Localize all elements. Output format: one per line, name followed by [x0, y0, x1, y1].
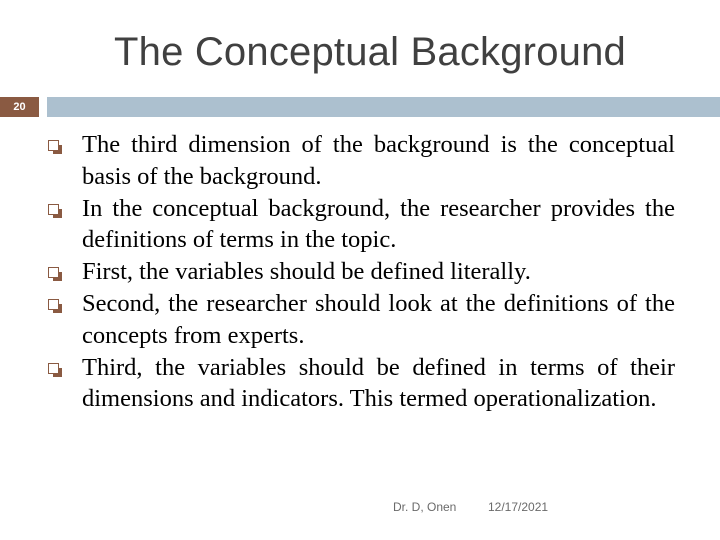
bullet-item	[48, 193, 675, 256]
bullet-item	[48, 129, 675, 192]
footer-author: Dr. D, Onen	[393, 500, 457, 514]
slide-number: 20	[0, 97, 39, 117]
slide-title: The Conceptual Background	[114, 30, 626, 74]
bullet-text: First, the variables should be defined literally.	[82, 258, 531, 285]
footer-date: 12/17/2021	[488, 500, 549, 514]
square-bullet-icon	[48, 140, 59, 151]
square-bullet-icon	[48, 267, 59, 278]
bullet-list	[48, 129, 675, 415]
square-bullet-icon	[48, 204, 59, 215]
bullet-text: The third dimension of the background is the conceptual basis of the background.	[82, 131, 675, 190]
bullet-item	[48, 352, 675, 415]
square-bullet-icon	[48, 363, 59, 374]
square-bullet-icon	[48, 299, 59, 310]
bullet-text: Third, the variables should be defined in terms of their dimensions and indicators. This termed operationalization.	[82, 353, 675, 412]
header-bar	[47, 97, 720, 117]
bullet-item	[48, 256, 675, 288]
bullet-item	[48, 288, 675, 351]
bullet-text: Second, the researcher should look at the definitions of the concepts from experts.	[82, 290, 675, 349]
bullet-text: In the conceptual background, the researcher provides the definitions of terms in the topic.	[82, 194, 675, 253]
